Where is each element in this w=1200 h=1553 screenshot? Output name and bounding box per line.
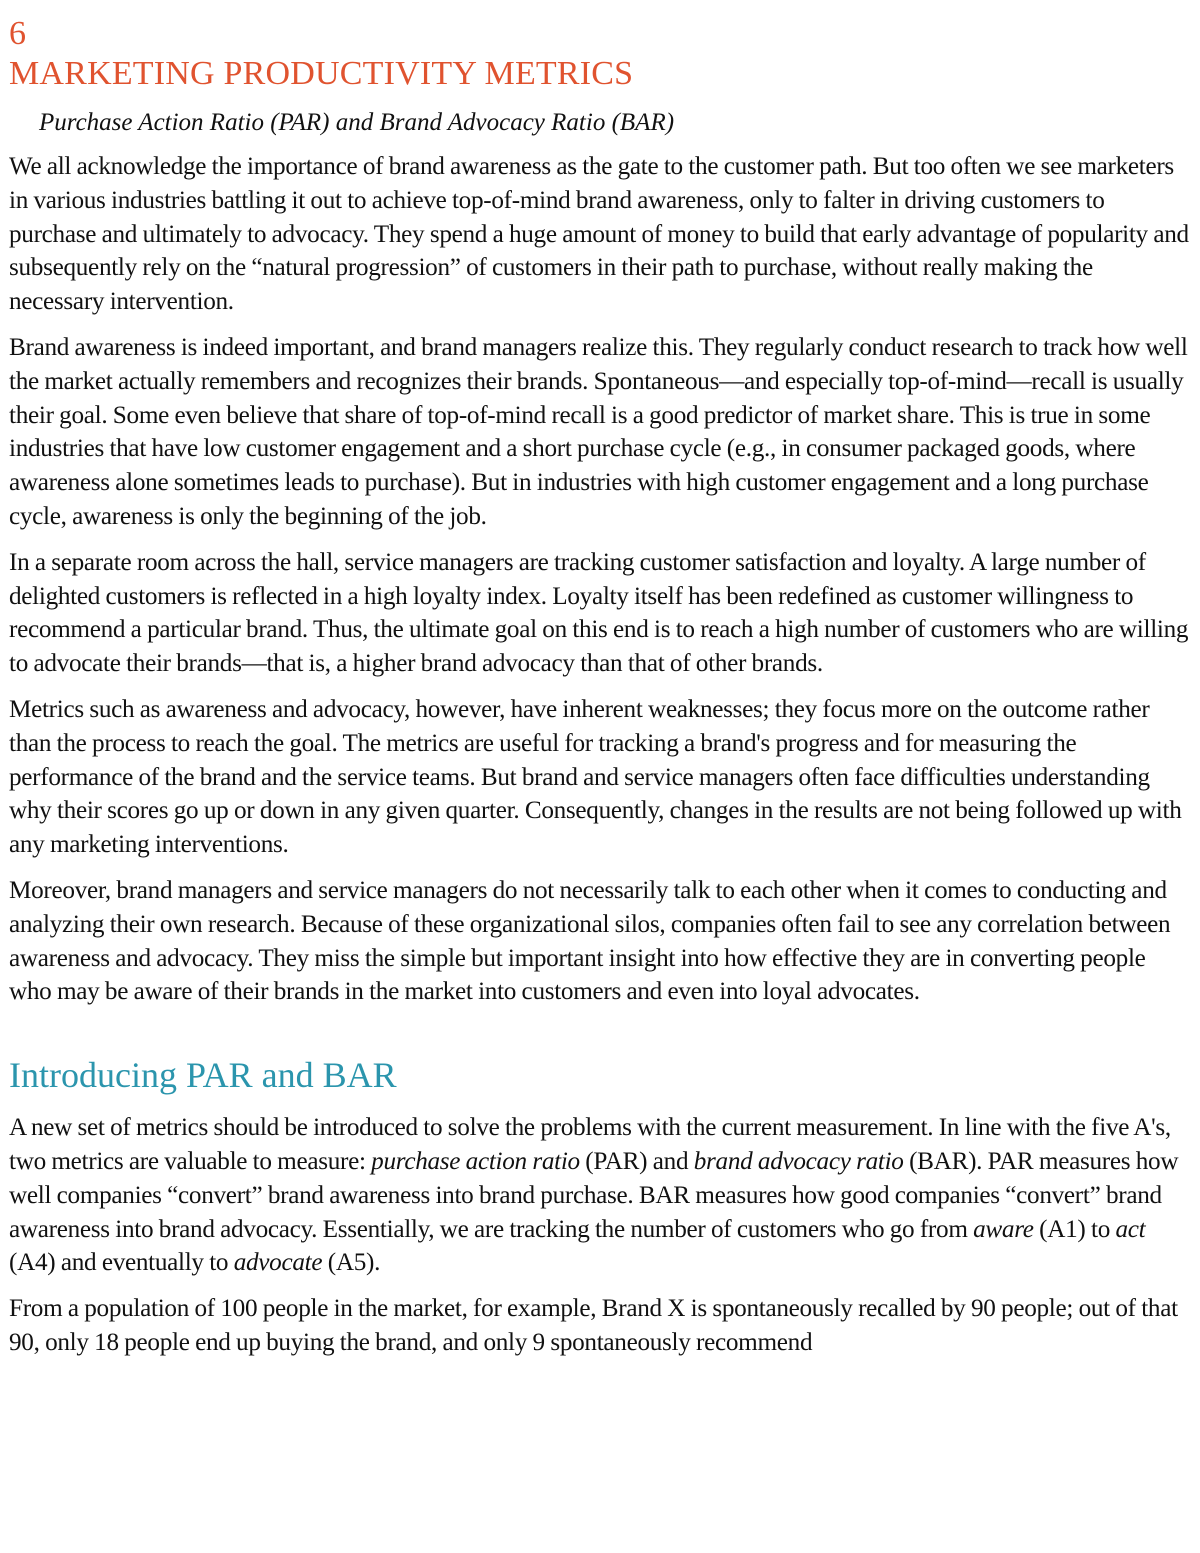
paragraph-1: We all acknowledge the importance of brand awareness as the gate to the customer path. But too often we see marketers in various industries battling it out to achieve top-of-mind brand awareness, only to falter in driving customers to purchase and ultimately to advocacy. They spend a huge amount of money to build that early advantage of popularity and subsequently rely on the “natural progression” of customers in their path to purchase, without really making the necessary intervention.: [9, 153, 1189, 316]
paragraph-2: Brand awareness is indeed important, and brand managers realize this. They regularly conduct research to track how well the market actually remembers and recognizes their brands. Spontaneous—and especially top-of-mind—recall is usually their goal. Some even believe that share of top-of-mind recall is a good predictor of market share. This is true in some industries that have low customer engagement and a short purchase cycle (e.g., in consumer packaged goods, where awareness alone sometimes leads to purchase). But in industries with high customer engagement and a long purchase cycle, awareness is only the beginning of the job.: [9, 333, 1188, 530]
text-span: (BAR). PAR measures how well companies “convert” brand awareness into brand purchase. BAR measures how good companies “convert” brand awareness into brand advocacy. Essentially, we are tracking the number of customers who go from: [9, 1147, 1179, 1243]
text-span: (A1) to: [1033, 1215, 1116, 1243]
text-span: A new set of metrics should be introduced to solve the problems with the current measurement. In line with the five A's, two metrics are valuable to measure:: [9, 1114, 1171, 1175]
term-advocate: advocate: [233, 1249, 323, 1277]
section-paragraph-1: [9, 1111, 1193, 1280]
section-heading: Introducing PAR and BAR: [9, 1055, 397, 1096]
term-act: act: [1115, 1215, 1146, 1243]
term-purchase-action-ratio: purchase action ratio: [371, 1147, 580, 1175]
section-paragraph-2: From a population of 100 people in the market, for example, Brand X is spontaneously recalled by 90 people; out of that 90, only 18 people end up buying the brand, and only 9 spontaneously recommend: [9, 1295, 1178, 1356]
paragraph-4: Metrics such as awareness and advocacy, however, have inherent weaknesses; they focus more on the outcome rather than the process to reach the goal. The metrics are useful for tracking a brand's progress and for measuring the performance of the brand and the service teams. But brand and service managers often face difficulties understanding why their scores go up or down in any given quarter. Consequently, changes in the results are not being followed up with any marketing interventions.: [9, 695, 1182, 859]
chapter-title: MARKETING PRODUCTIVITY METRICS: [9, 55, 634, 92]
paragraph-5: Moreover, brand managers and service managers do not necessarily talk to each other when it comes to conducting and analyzing their own research. Because of these organizational silos, companies often fail to see any correlation between awareness and advocacy. They miss the simple but important insight into how effective they are in converting people who may be aware of their brands in the market into customers and even into loyal advocates.: [9, 876, 1171, 1006]
paragraph-3: In a separate room across the hall, service managers are tracking customer satisfaction and loyalty. A large number of delighted customers is reflected in a high loyalty index. Loyalty itself has been redefined as customer willingness to recommend a particular brand. Thus, the ultimate goal on this end is to reach a high number of customers who are willing to advocate their brands—that is, a higher brand advocacy than that of other brands.: [9, 548, 1189, 678]
term-aware: aware: [973, 1215, 1034, 1243]
chapter-number: 6: [9, 15, 26, 52]
text-span: (PAR) and: [579, 1147, 694, 1175]
term-brand-advocacy-ratio: brand advocacy ratio: [693, 1147, 904, 1175]
chapter-subtitle: Purchase Action Ratio (PAR) and Brand Advocacy Ratio (BAR): [39, 109, 675, 136]
document-page: [9, 14, 1193, 1372]
text-span: (A4) and eventually to: [9, 1249, 234, 1277]
text-span: (A5).: [322, 1249, 381, 1277]
